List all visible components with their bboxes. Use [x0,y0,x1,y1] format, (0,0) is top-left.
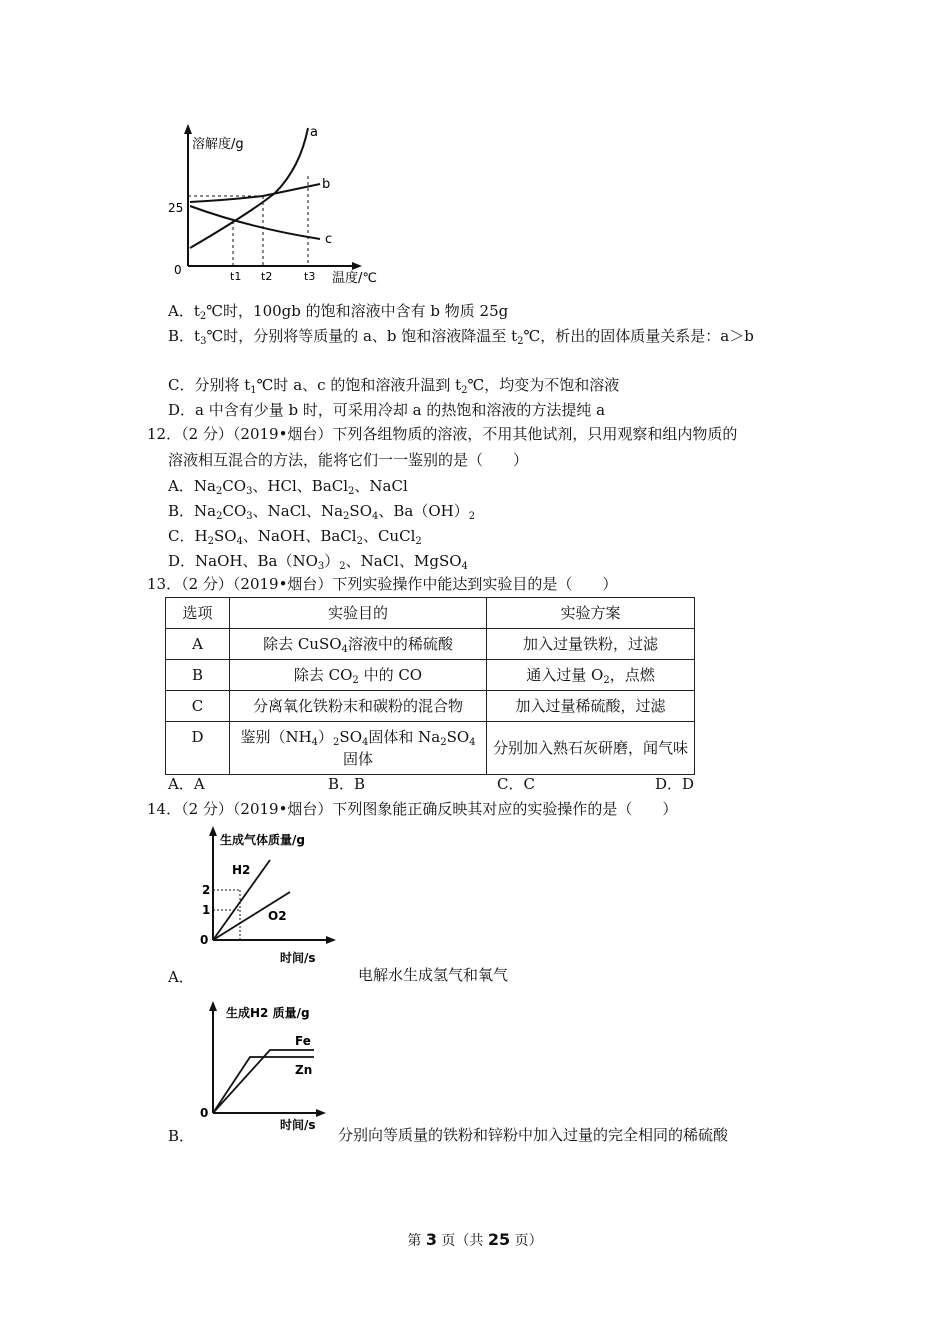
header-option: 选项 [166,598,230,629]
row-goal: 分离氧化铁粉末和碳粉的混合物 [230,691,487,722]
zn-label: Zn [295,1063,313,1077]
y-axis-label: 生成H2 质量/g [226,1006,310,1020]
q11-option-d: D．a 中含有少量 b 时，可采用冷却 a 的热饱和溶液的方法提纯 a [168,401,606,419]
q12-stem-line1: 12．（2 分）（2019•烟台）下列各组物质的溶液，不用其他试剂，只用观察和组内物质的 [147,425,738,443]
q13-answer-b: B．B [328,775,366,793]
header-plan: 实验方案 [487,598,695,629]
curve-b [190,184,320,202]
q14-option-a-label: A． [168,968,194,986]
table-header-row [166,598,695,629]
table-row [166,691,695,722]
origin-label: 0 [200,933,209,947]
q14-option-a-text: 电解水生成氢气和氧气 [358,966,509,984]
q13-stem: 13．（2 分）（2019•烟台）下列实验操作中能达到实验目的是（ ） [147,575,618,593]
x-axis-arrow [352,262,362,270]
y-axis-arrow [184,124,192,134]
curve-c-label: c [325,232,333,247]
q13-answer-c: C．C [497,775,535,793]
row-plan: 通入过量 $O_2$，点燃 [487,660,695,691]
q12-option-a: A．$Na_2CO_3$、HCl、BaCl$_2$、NaCl [168,477,408,497]
y-axis-arrow [209,1001,217,1011]
y-tick-2: 2 [202,883,211,897]
x-axis-label: 温度/℃ [332,271,377,286]
q13-answer-d: D．D [655,775,695,793]
q11-option-c: C．分别将 $t_1℃$时 a、c 的饱和溶液升温到 $t_2℃$，均变为不饱和溶液 [168,376,620,396]
y-axis-arrow [209,826,217,836]
fe-label: Fe [295,1034,311,1048]
x-axis-arrow [316,1109,326,1117]
row-option: D [166,722,230,775]
q14-option-b-label: B． [168,1127,195,1145]
q13-answer-a: A．A [168,775,205,793]
curve-a-label: a [310,125,318,140]
table-row [166,722,695,775]
y-tick-25: 25 [168,201,184,215]
y-tick-1: 1 [202,903,211,917]
x-tick-t2: t2 [261,270,273,283]
row-plan: 加入过量稀硫酸，过滤 [487,691,695,722]
x-axis-arrow [326,936,336,944]
graph-electrolysis [190,822,355,972]
x-tick-t3: t3 [304,270,316,283]
x-tick-t1: t1 [230,270,242,283]
q11-option-a: A．$t_2℃$时，100gb 的饱和溶液中含有 b 物质 25g [168,302,509,322]
header-goal: 实验目的 [230,598,487,629]
y-axis-label: 溶解度/g [192,137,244,152]
q12-option-d: D．NaOH、$Ba(NO_3)_2$、NaCl、MgSO$_4$ [168,552,468,572]
curve-c [190,206,320,239]
table-row [166,660,695,691]
h2-label: H2 [232,863,251,877]
q14-stem: 14．（2 分）（2019•烟台）下列图象能正确反映其对应的实验操作的是（ ） [147,800,678,818]
q14-option-b-text: 分别向等质量的铁粉和锌粉中加入过量的完全相同的稀硫酸 [338,1126,729,1144]
origin-label: 0 [174,263,182,277]
row-goal: 鉴别$(NH_4)_2SO_4$固体和 $Na_2SO_4$ 固体 [230,722,487,775]
row-plan: 加入过量铁粉，过滤 [487,629,695,660]
row-option: A [166,629,230,660]
o2-label: O2 [268,909,287,923]
q13-table [165,597,695,775]
curve-b-label: b [322,177,331,192]
row-option: C [166,691,230,722]
q11-option-b: B．$t_3℃$时，分别将等质量的 a、b 饱和溶液降温至 $t_2℃$，析出的固体质量关系是：a＞b [168,327,754,347]
origin-label: 0 [200,1106,209,1120]
table-row [166,629,695,660]
y-axis-label: 生成气体质量/g [220,833,305,847]
page-footer: 第 3 页（共 25 页） [407,1230,543,1249]
q12-option-b: B．$Na_2CO_3$、NaCl、$Na_2SO_4$、$Ba(OH)_2$ [168,502,476,522]
graph-metal-acid [190,995,340,1140]
x-axis-label: 时间/s [280,1118,316,1132]
q12-option-c: C．$H_2SO_4$、NaOH、BaCl$_2$、CuCl$_2$ [168,527,422,547]
row-goal: 除去 CuSO$_4$溶液中的稀硫酸 [230,629,487,660]
row-plan: 分别加入熟石灰研磨，闻气味 [487,722,695,775]
x-axis-label: 时间/s [280,951,316,965]
q12-stem-line2: 溶液相互混合的方法，能将它们一一鉴别的是（ ） [168,451,529,469]
row-option: B [166,660,230,691]
fe-line [213,1050,314,1113]
row-goal: 除去 $CO_2$ 中的 CO [230,660,487,691]
solubility-graph [160,118,390,288]
